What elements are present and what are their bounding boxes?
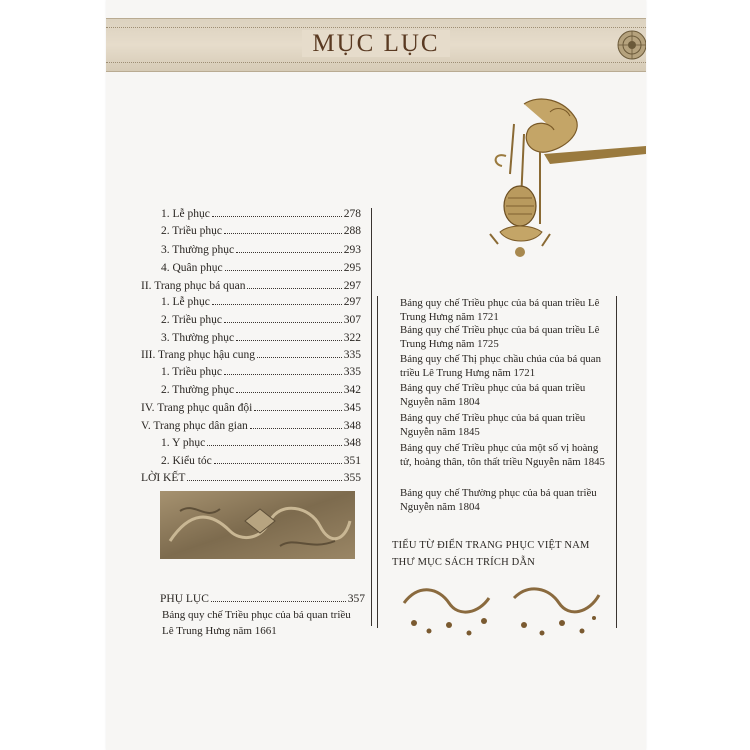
toc-left-column bbox=[139, 208, 372, 626]
toc-leader bbox=[212, 216, 342, 217]
appendix-block bbox=[160, 591, 365, 639]
toc-leader bbox=[236, 392, 342, 393]
toc-label: LỜI KẾT bbox=[141, 472, 186, 484]
toc-row[interactable] bbox=[139, 420, 361, 436]
toc-leader bbox=[250, 428, 342, 429]
toc-label: IV. Trang phục quân đội bbox=[141, 402, 253, 414]
appendix-item: Bảng quy chế Triều phục của một số vị hoàng tử, hoàng thân, tôn thất triều Nguyễn năm 1845 bbox=[400, 442, 605, 468]
toc-label: 1. Triều phục bbox=[161, 366, 223, 378]
dragon-motif-illustration bbox=[394, 573, 608, 647]
toc-page: 278 bbox=[343, 208, 361, 220]
toc-page: 297 bbox=[343, 280, 361, 292]
section-heading[interactable]: THƯ MỤC SÁCH TRÍCH DẪN bbox=[392, 557, 536, 568]
toc-label: PHỤ LỤC bbox=[160, 593, 209, 605]
toc-row[interactable] bbox=[139, 384, 361, 400]
toc-leader bbox=[224, 322, 342, 323]
toc-row[interactable] bbox=[139, 366, 361, 382]
toc-row[interactable] bbox=[139, 332, 361, 348]
toc-row[interactable] bbox=[139, 437, 361, 453]
toc-page: 357 bbox=[347, 593, 365, 605]
toc-row[interactable] bbox=[139, 296, 361, 312]
appendix-item: Bảng quy chế Triều phục của bá quan triều Lê Trung Hưng năm 1661 bbox=[162, 609, 351, 637]
toc-leader bbox=[187, 480, 341, 481]
toc-leader bbox=[211, 601, 346, 602]
toc-label: 1. Y phục bbox=[161, 437, 206, 449]
toc-page: 348 bbox=[343, 437, 361, 449]
toc-label: 3. Thường phục bbox=[161, 332, 235, 344]
toc-label: 4. Quân phục bbox=[161, 262, 223, 274]
toc-leader bbox=[214, 463, 342, 464]
toc-row[interactable] bbox=[139, 349, 361, 365]
toc-leader bbox=[224, 374, 342, 375]
toc-row[interactable] bbox=[139, 472, 361, 488]
toc-row[interactable] bbox=[139, 314, 361, 330]
toc-label: 2. Thường phục bbox=[161, 384, 235, 396]
toc-leader bbox=[207, 445, 342, 446]
toc-label: 2. Triều phục bbox=[161, 314, 223, 326]
toc-leader bbox=[236, 252, 342, 253]
appendix-item: Bảng quy chế Triều phục của bá quan triều Lê Trung Hưng năm 1725 bbox=[400, 324, 600, 350]
toc-page: 322 bbox=[343, 332, 361, 344]
toc-page: 351 bbox=[343, 455, 361, 467]
toc-page: 293 bbox=[343, 244, 361, 256]
toc-leader bbox=[247, 288, 341, 289]
toc-page: 295 bbox=[343, 262, 361, 274]
toc-page: 348 bbox=[343, 420, 361, 432]
page-title: MỤC LỤC bbox=[106, 24, 646, 64]
toc-row[interactable] bbox=[139, 208, 361, 224]
toc-page: 335 bbox=[343, 349, 361, 361]
toc-label: III. Trang phục hậu cung bbox=[141, 349, 256, 361]
toc-label: II. Trang phục bá quan bbox=[141, 280, 246, 292]
toc-label: 3. Thường phục bbox=[161, 244, 235, 256]
toc-page: 355 bbox=[343, 472, 361, 484]
toc-label: 2. Triều phục bbox=[161, 225, 223, 237]
toc-page: 342 bbox=[343, 384, 361, 396]
toc-row[interactable] bbox=[139, 402, 361, 418]
appendix-item: Bảng quy chế Triều phục của bá quan triều Nguyễn năm 1845 bbox=[400, 412, 586, 438]
toc-leader bbox=[257, 357, 342, 358]
toc-row-appendix[interactable] bbox=[160, 591, 365, 607]
toc-label: 1. Lễ phục bbox=[161, 296, 210, 308]
toc-page: 307 bbox=[343, 314, 361, 326]
appendix-item: Bảng quy chế Triều phục của bá quan triều Nguyễn năm 1804 bbox=[400, 382, 586, 408]
toc-row[interactable] bbox=[139, 455, 361, 471]
toc-page: 288 bbox=[343, 225, 361, 237]
toc-page: 335 bbox=[343, 366, 361, 378]
toc-row[interactable] bbox=[139, 262, 361, 278]
toc-label: 2. Kiểu tóc bbox=[161, 455, 212, 467]
toc-page: 345 bbox=[343, 402, 361, 414]
toc-leader bbox=[212, 304, 342, 305]
carved-relief-illustration bbox=[160, 491, 355, 559]
toc-leader bbox=[225, 270, 342, 271]
toc-row[interactable] bbox=[139, 225, 361, 241]
toc-row[interactable] bbox=[139, 244, 361, 260]
appendix-item: Bảng quy chế Thị phục chầu chúa của bá quan triều Lê Trung Hưng năm 1721 bbox=[400, 353, 601, 379]
toc-row[interactable] bbox=[139, 280, 361, 296]
toc-label: 1. Lễ phục bbox=[161, 208, 210, 220]
toc-leader bbox=[254, 410, 341, 411]
section-heading[interactable]: TIỂU TỪ ĐIỂN TRANG PHỤC VIỆT NAM bbox=[392, 540, 590, 551]
toc-leader bbox=[236, 340, 342, 341]
appendix-item: Bảng quy chế Triều phục của bá quan triều Lê Trung Hưng năm 1721 bbox=[400, 297, 600, 323]
appendix-item: Bảng quy chế Thường phục của bá quan triều Nguyễn năm 1804 bbox=[400, 487, 597, 513]
toc-page: 297 bbox=[343, 296, 361, 308]
toc-label: V. Trang phục dân gian bbox=[141, 420, 248, 432]
hanging-lamp-illustration bbox=[484, 94, 646, 266]
toc-leader bbox=[224, 233, 342, 234]
